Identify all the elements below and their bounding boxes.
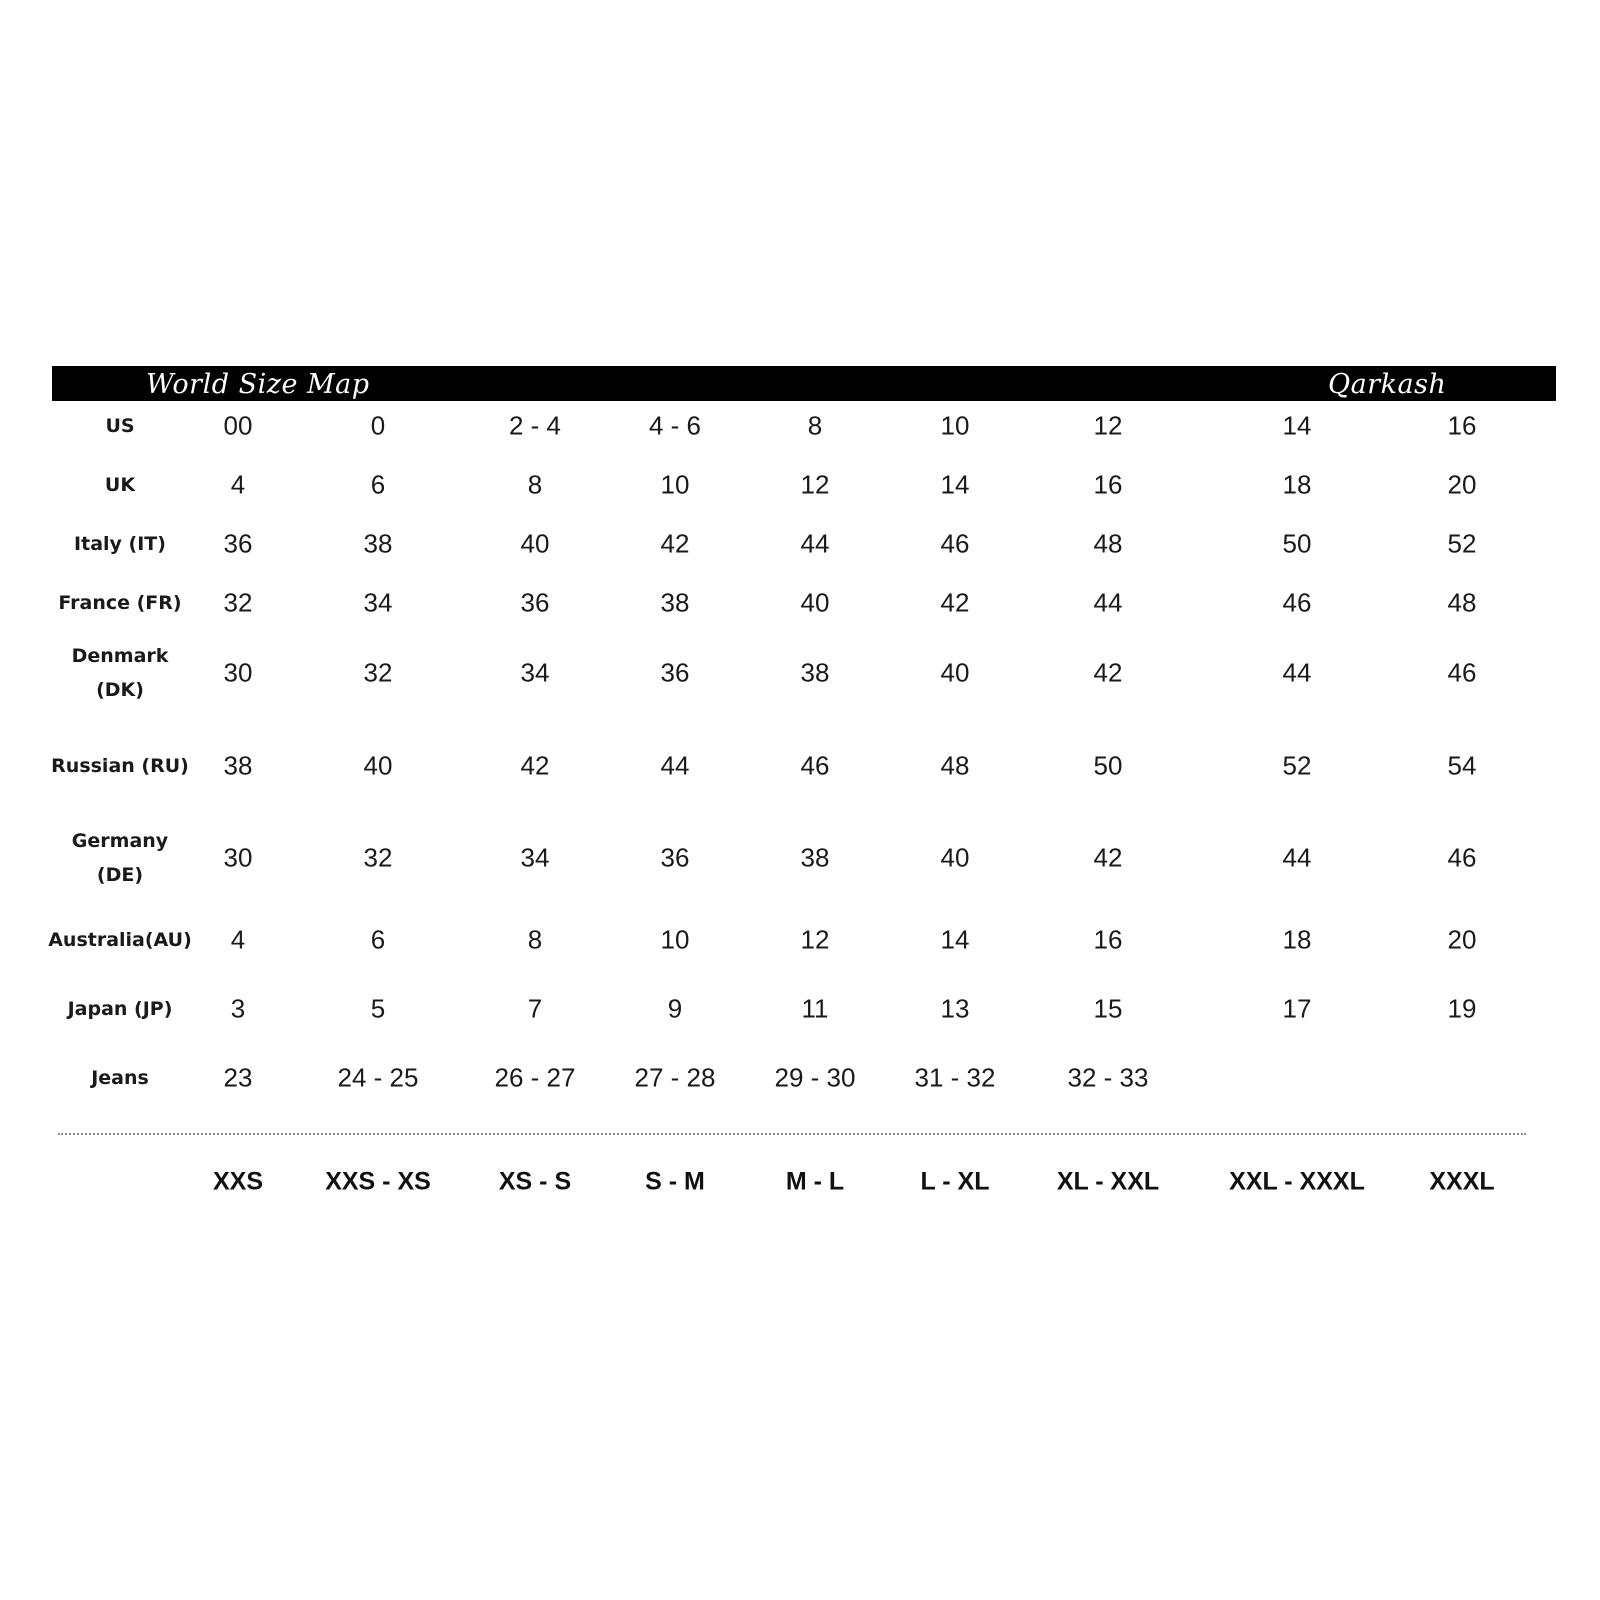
table-cell: 46: [1447, 657, 1477, 688]
table-cell: 3: [230, 993, 246, 1024]
table-cell: 50: [1282, 528, 1312, 559]
table-cell: 40: [940, 657, 970, 688]
table-cell: 6: [370, 924, 386, 955]
table-cell: 32: [223, 587, 253, 618]
table-cell: 36: [660, 657, 690, 688]
size-label: L - XL: [920, 1167, 990, 1196]
table-cell: 48: [1447, 587, 1477, 618]
table-cell: 42: [1093, 842, 1123, 873]
table-cell: 4: [230, 469, 246, 500]
table-cell: 30: [223, 842, 253, 873]
size-label: M - L: [785, 1167, 845, 1196]
table-cell: 52: [1282, 750, 1312, 781]
table-cell: 7: [527, 993, 543, 1024]
table-cell: 18: [1282, 924, 1312, 955]
table-cell: 16: [1093, 924, 1123, 955]
table-cell: 00: [223, 410, 253, 441]
size-label: XXS - XS: [325, 1167, 431, 1196]
table-cell: 20: [1447, 469, 1477, 500]
table-cell: 46: [940, 528, 970, 559]
row-label: Russian (RU): [51, 755, 189, 777]
table-cell: 46: [1282, 587, 1312, 618]
divider: [58, 1133, 1526, 1135]
row-label: Australia(AU): [48, 929, 192, 951]
table-cell: 38: [800, 657, 830, 688]
table-cell: 19: [1447, 993, 1477, 1024]
table-cell: 32: [363, 657, 393, 688]
table-cell: 10: [660, 924, 690, 955]
table-cell: 44: [1282, 657, 1312, 688]
table-cell: 27 - 28: [634, 1062, 716, 1093]
table-cell: 16: [1447, 410, 1477, 441]
table-cell: 26 - 27: [494, 1062, 576, 1093]
table-cell: 5: [370, 993, 386, 1024]
table-cell: 30: [223, 657, 253, 688]
table-cell: 10: [940, 410, 970, 441]
table-cell: 46: [800, 750, 830, 781]
size-label: XS - S: [498, 1167, 572, 1196]
table-cell: 50: [1093, 750, 1123, 781]
table-cell: 9: [667, 993, 683, 1024]
table-cell: 40: [800, 587, 830, 618]
row-label: Denmark (DK): [71, 645, 169, 701]
table-cell: 18: [1282, 469, 1312, 500]
table-cell: 6: [370, 469, 386, 500]
table-cell: 52: [1447, 528, 1477, 559]
table-cell: 13: [940, 993, 970, 1024]
table-cell: 14: [940, 469, 970, 500]
table-cell: 29 - 30: [774, 1062, 856, 1093]
table-cell: 15: [1093, 993, 1123, 1024]
table-cell: 42: [660, 528, 690, 559]
row-label: France (FR): [58, 592, 182, 614]
table-cell: 12: [1093, 410, 1123, 441]
size-label: XXL - XXXL: [1229, 1167, 1365, 1196]
size-label: XXXL: [1429, 1167, 1495, 1196]
table-cell: 10: [660, 469, 690, 500]
table-cell: 46: [1447, 842, 1477, 873]
table-cell: 12: [800, 469, 830, 500]
table-cell: 48: [1093, 528, 1123, 559]
row-label: Jeans: [91, 1067, 149, 1089]
header-bar: [52, 366, 1556, 401]
table-cell: 44: [800, 528, 830, 559]
chart-title: World Size Map: [146, 369, 370, 400]
table-cell: 54: [1447, 750, 1477, 781]
table-cell: 32: [363, 842, 393, 873]
row-label: Japan (JP): [67, 998, 173, 1020]
table-cell: 34: [520, 842, 550, 873]
table-cell: 8: [527, 469, 543, 500]
row-label: Italy (IT): [74, 533, 166, 555]
table-cell: 38: [363, 528, 393, 559]
table-cell: 40: [363, 750, 393, 781]
table-cell: 20: [1447, 924, 1477, 955]
table-cell: 23: [223, 1062, 253, 1093]
table-cell: 36: [660, 842, 690, 873]
table-cell: 36: [520, 587, 550, 618]
size-label: XL - XXL: [1056, 1167, 1160, 1196]
size-label: XXS: [212, 1167, 264, 1196]
table-cell: 0: [370, 410, 386, 441]
table-cell: 38: [660, 587, 690, 618]
table-cell: 40: [940, 842, 970, 873]
table-cell: 8: [527, 924, 543, 955]
table-cell: 44: [1282, 842, 1312, 873]
table-cell: 42: [520, 750, 550, 781]
table-cell: 31 - 32: [914, 1062, 996, 1093]
row-label: Germany (DE): [71, 830, 169, 886]
table-cell: 34: [363, 587, 393, 618]
table-cell: 4 - 6: [648, 410, 702, 441]
row-label: UK: [104, 474, 136, 496]
row-label: US: [105, 415, 135, 437]
table-cell: 40: [520, 528, 550, 559]
table-cell: 16: [1093, 469, 1123, 500]
table-cell: 44: [660, 750, 690, 781]
table-cell: 12: [800, 924, 830, 955]
table-cell: 48: [940, 750, 970, 781]
table-cell: 32 - 33: [1067, 1062, 1149, 1093]
table-cell: 8: [807, 410, 823, 441]
table-cell: 14: [1282, 410, 1312, 441]
table-cell: 36: [223, 528, 253, 559]
table-cell: 44: [1093, 587, 1123, 618]
table-cell: 24 - 25: [337, 1062, 419, 1093]
table-cell: 2 - 4: [508, 410, 562, 441]
table-cell: 38: [800, 842, 830, 873]
table-cell: 17: [1282, 993, 1312, 1024]
table-cell: 34: [520, 657, 550, 688]
table-cell: 42: [1093, 657, 1123, 688]
table-cell: 4: [230, 924, 246, 955]
brand-name: Qarkash: [1328, 369, 1447, 400]
table-cell: 38: [223, 750, 253, 781]
size-label: S - M: [645, 1167, 705, 1196]
table-cell: 11: [801, 993, 829, 1024]
table-cell: 42: [940, 587, 970, 618]
table-cell: 14: [940, 924, 970, 955]
